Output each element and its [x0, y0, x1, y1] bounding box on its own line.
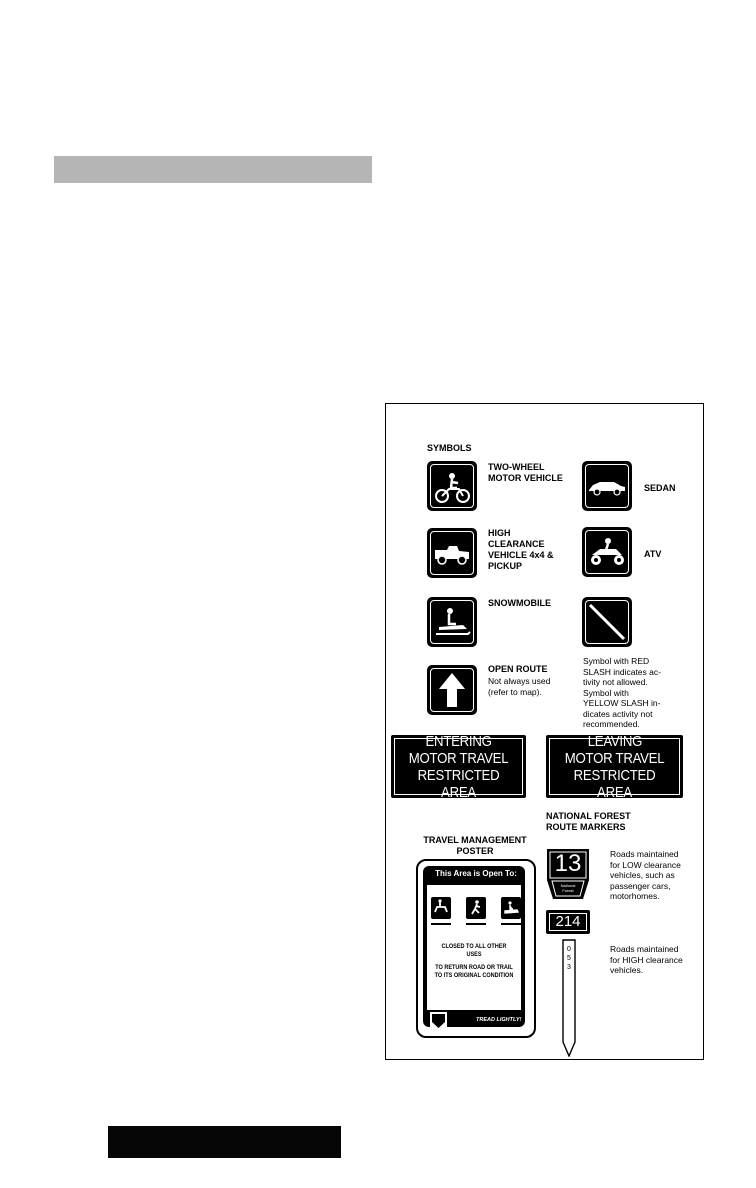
- slash-icon: [582, 597, 632, 647]
- high-clearance-note: Roads maintained for HIGH clearance vehicles.: [610, 944, 683, 975]
- leaving-sign-line: RESTRICTED AREA: [573, 766, 656, 801]
- travel-management-poster: [416, 859, 536, 1038]
- hiker-icon: [466, 897, 486, 919]
- atv-icon: [582, 527, 632, 577]
- open-route-label: OPEN ROUTE: [488, 664, 548, 674]
- jeep-icon: [427, 528, 477, 578]
- travel-signs-panel: [385, 403, 704, 1060]
- poster-header: This Area is Open To:: [435, 869, 517, 878]
- atv-label: ATV: [644, 549, 662, 559]
- low-clearance-note: Roads maintained for LOW clearance vehicles, such as passenger cars, motorhomes.: [610, 849, 681, 901]
- snowmobile-small-icon: [501, 897, 521, 919]
- two-wheel-label: TWO-WHEEL MOTOR VEHICLE: [488, 462, 563, 483]
- post-digit: 0: [567, 946, 571, 953]
- route-plate-number: 214: [555, 913, 581, 930]
- route-markers-title: NATIONAL FOREST ROUTE MARKERS: [546, 811, 631, 832]
- leaving-restricted-sign: [546, 732, 683, 801]
- entering-sign-line: RESTRICTED AREA: [417, 766, 500, 801]
- section-header-bar: [54, 156, 372, 183]
- leaving-sign-line: LEAVING: [587, 732, 642, 750]
- post-digit: 5: [567, 955, 571, 962]
- symbols-heading: SYMBOLS: [427, 443, 472, 453]
- poster-title: TRAVEL MANAGEMENT POSTER: [423, 835, 527, 856]
- poster-closed-text: CLOSED TO ALL OTHER USES: [441, 943, 507, 958]
- route-shield-marker: [546, 848, 590, 900]
- entering-restricted-sign: [391, 732, 526, 801]
- slash-note: Symbol with RED SLASH indicates ac- tivity not allowed. Symbol with YELLOW SLASH in- dicates activity not recommended.: [583, 656, 661, 729]
- arrow-up-icon: [427, 665, 477, 715]
- sedan-label: SEDAN: [644, 483, 676, 493]
- entering-sign-line: MOTOR TRAVEL: [408, 749, 509, 767]
- high-clearance-label: HIGH CLEARANCE VEHICLE 4x4 & PICKUP: [488, 528, 554, 571]
- leaving-sign-line: MOTOR TRAVEL: [564, 749, 665, 767]
- entering-sign-line: ENTERING: [425, 732, 492, 750]
- route-plate-marker: [546, 910, 590, 934]
- horse-rider-icon: [431, 897, 451, 919]
- route-post-marker: [562, 939, 576, 1057]
- motorcycle-icon: [427, 461, 477, 511]
- footer-bar: [108, 1126, 341, 1158]
- snowmobile-icon: [427, 597, 477, 647]
- tread-lightly-logo: TREAD LIGHTLY!: [476, 1017, 522, 1023]
- route-shield-subtext: National Forest: [560, 883, 576, 893]
- forest-service-shield-icon: [430, 1012, 447, 1030]
- open-route-note: Not always used (refer to map).: [488, 676, 551, 697]
- snowmobile-label: SNOWMOBILE: [488, 598, 551, 608]
- post-digit: 3: [567, 964, 571, 971]
- route-shield-number: 13: [554, 850, 582, 877]
- poster-return-text: TO RETURN ROAD OR TRAIL TO ITS ORIGINAL CONDITION: [434, 964, 514, 979]
- sedan-icon: [582, 461, 632, 511]
